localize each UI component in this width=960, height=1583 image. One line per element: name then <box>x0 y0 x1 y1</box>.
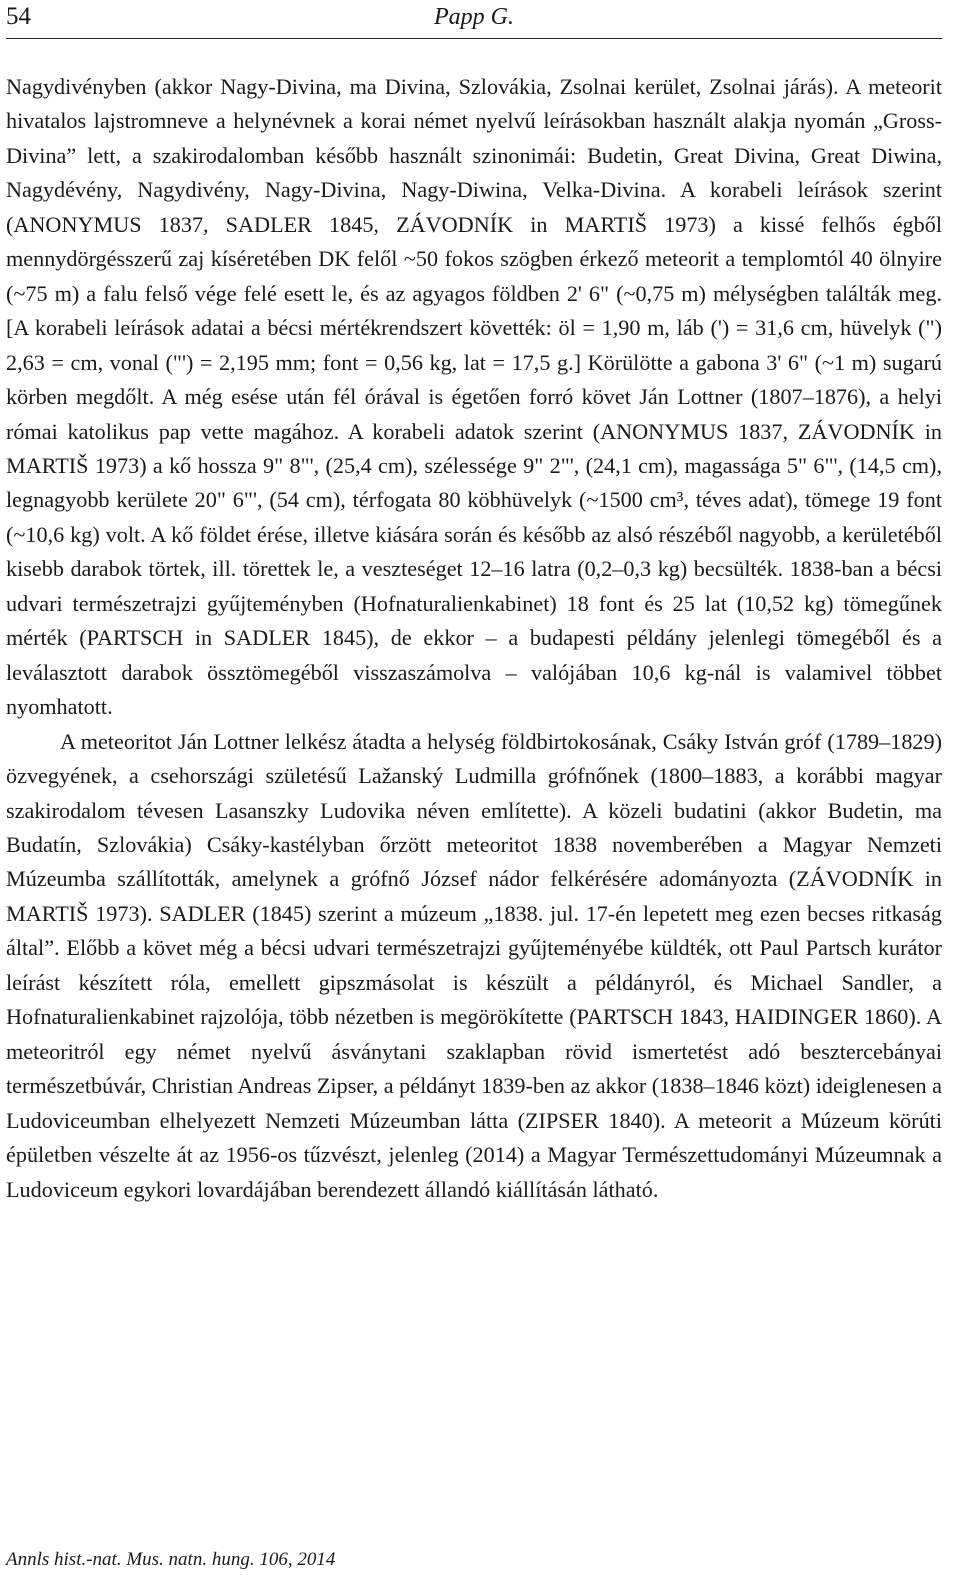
page-header <box>6 0 942 39</box>
document-page <box>6 0 942 1583</box>
body-paragraph-1: Nagydivényben (akkor Nagy-Divina, ma Divina, Szlovákia, Zsolnai kerület, Zsolnai járás). A meteorit hivatalos lajstromneve a helynévnek a korai német nyelvű leírásokban használt alakja nyomán „Gross-Divina” lett, a szakirodalomban később használt szinonimái: Budetin, Great Divina, Great Diwina, Nagydévény, Nagydivény, Nagy-Divina, Nagy-Diwina, Velka-Divina. A korabeli leírások szerint (ANONYMUS 1837, SADLER 1845, ZÁVODNÍK in MARTIŠ 1973) a kissé felhős égből mennydörgésszerű zaj kíséretében DK felől ~50 fokos szögben érkező meteorit a templomtól 40 ölnyire (~75 m) a falu felső vége felé esett le, és az agyagos földben 2' 6" (~0,75 m) mélységben találták meg. [A korabeli leírások adatai a bécsi mértékrendszert követték: öl = 1,90 m, láb (') = 31,6 cm, hüvelyk (") 2,63 = cm, vonal ("') = 2,195 mm; font = 0,56 kg, lat = 17,5 g.] Körülötte a gabona 3' 6" (~1 m) sugarú körben megdőlt. A még esése után fél órával is égetően forró követ Ján Lottner (1807–1876), a helyi római katolikus pap vette magához. A korabeli adatok szerint (ANONYMUS 1837, ZÁVODNÍK in MARTIŠ 1973) a kő hossza 9" 8"', (25,4 cm), szélessége 9" 2"', (24,1 cm), magassága 5" 6"', (14,5 cm), legnagyobb kerülete 20" 6"', (54 cm), térfogata 80 köbhüvelyk (~1500 cm³, téves adat), tömege 19 font (~10,6 kg) volt. A kő földet érése, illetve kiására során és később az alsó részéből nagyobb, a kerületéből kisebb darabok törtek, ill. törettek le, a veszteséget 12–16 latra (0,2–0,3 kg) becsülték. 1838-ban a bécsi udvari természetrajzi gyűjteményben (Hofnaturalienkabinet) 18 font és 25 lat (10,52 kg) tömegűnek mérték (PARTSCH in SADLER 1845), de ekkor – a budapesti példány jelenlegi tömegéből és a leválasztott darabok össztömegéből visszaszámolva – valójában 10,6 kg-nál is valamivel többet nyomhatott. <box>6 74 942 720</box>
body-paragraph-2: A meteoritot Ján Lottner lelkész átadta a helység földbirtokosának, Csáky István gróf (1789–1829) özvegyének, a csehországi születésű Lažanský Ludmilla grófnőnek (1800–1883, a korábbi magyar szakirodalom tévesen Lasanszky Ludovika néven említette). A közeli budatini (akkor Budetin, ma Budatín, Szlovákia) Csáky-kastélyban őrzött meteoritot 1838 novemberében a Magyar Nemzeti Múzeumba szállították, amelynek a grófnő József nádor felkérésére adományozta (ZÁVODNÍK in MARTIŠ 1973). SADLER (1845) szerint a múzeum „1838. jul. 17-én lepetett meg ezen becses ritkaság által”. Előbb a követ még a bécsi udvari természetrajzi gyűjteményébe küldték, ott Paul Partsch kurátor leírást készített róla, emellett gipszmásolat is készült a példányról, és Michael Sandler, a Hofnaturalienkabinet rajzolója, több nézetben is megörökítette (PARTSCH 1843, HAIDINGER 1860). A meteoritról egy német nyelvű ásványtani szaklapban rövid ismertetést adó besztercebányai természetbúvár, Christian Andreas Zipser, a példányt 1839-ben az akkor (1838–1846 közt) ideiglenesen a Ludoviceumban elhelyezett Nemzeti Múzeumban látta (ZIPSER 1840). A meteorit a Múzeum körúti épületben vészelte át az 1956-os tűzvészt, jelenleg (2014) a Magyar Természettudományi Múzeumnak a Ludoviceum egykori lovardájában berendezett állandó kiállításán látható. <box>6 728 942 1202</box>
article-body <box>6 70 942 1207</box>
running-head: Papp G. <box>434 4 514 30</box>
page-number: 54 <box>6 3 31 30</box>
journal-citation-footer: Annls hist.-nat. Mus. natn. hung. 106, 2014 <box>6 1549 336 1570</box>
